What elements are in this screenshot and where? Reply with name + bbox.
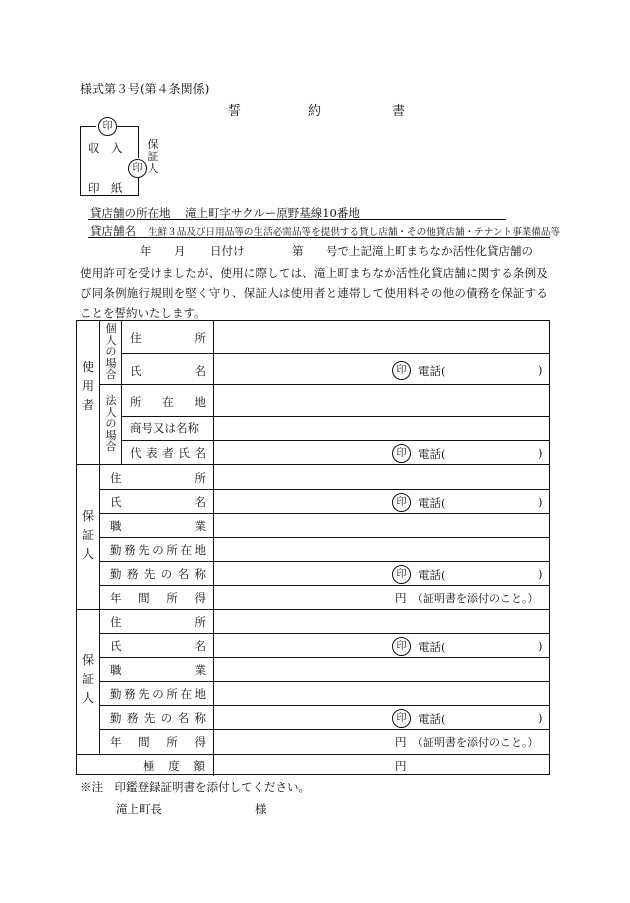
corp-representative-label: 代 表 者 氏 名 [130,446,206,460]
g2-workplace-name-label: 勤 務 先 の 名 称 [110,711,206,725]
grid-line [77,754,549,755]
g2-income-yen: 円 [395,735,407,749]
grid-line [99,561,549,562]
grid-line [77,609,549,610]
limit-amount-label: 極 度 額 [143,759,205,773]
g1-name-label: 氏 名 [110,495,206,509]
stamp-box-edge [138,126,139,158]
g1-workplace-name-label: 勤 務 先 の 名 称 [110,567,206,581]
g2-income-label: 年 間 所 得 [110,735,206,749]
title-char-1: 誓 [228,104,242,119]
g2-phone-close: ) [538,639,543,653]
grid-line [121,321,122,464]
user-phone-label: 電話( [418,364,446,378]
grid-line [121,416,549,417]
g1-workplace-phone-close: ) [538,567,543,581]
paragraph-line4: ことを誓約いたします。 [80,306,206,320]
grid-line [99,729,549,730]
grid-line [99,537,549,538]
g1-workplace-address-label: 勤 務 先 の 所 在 地 [110,543,206,557]
corporate-label: 法人の場合 [105,394,117,453]
form-number: 様式第３号(第４条関係) [80,82,210,96]
date-day: 日付け [210,244,245,258]
grid-line [121,440,549,441]
revenue-stamp-top-label: 収 入 [88,141,123,155]
g1-seal-icon: 印 [392,493,411,512]
g2-address-label: 住 所 [110,615,206,629]
stamp-box-edge [80,126,96,127]
corp-phone-label: 電話( [418,447,446,461]
title-char-2: 約 [308,104,322,119]
store-location-label: 貸店舗の所在地 [90,206,171,220]
seal-mark-icon: 印 [98,117,117,136]
grid-line [99,705,549,706]
paragraph-line3: び同条例施行規則を堅く守り、保証人は使用者と連帯して使用料その他の債務を保証する [80,286,548,300]
guarantor-label: 保証人 [147,138,159,175]
store-name-value: 生鮮３品及び日用品等の生活必需品等を提供する貸し店舗・その他貸店舗・テナント事業備品等 [148,227,561,238]
g2-workplace-phone-close: ) [538,711,543,725]
recipient-honorific: 様 [255,802,267,816]
corp-phone-close: ) [538,446,543,460]
user-phone-close: ) [538,363,543,377]
corp-seal-icon: 印 [392,444,411,463]
g1-income-yen: 円 [395,591,407,605]
grid-line [121,353,549,354]
g1-phone-label: 電話( [418,496,446,510]
footnote: ※注 印鑑登録証明書を添付してください。 [80,780,310,794]
grid-line [99,633,549,634]
underline [88,237,550,238]
corp-location-label: 所 在 地 [130,395,206,409]
g2-name-label: 氏 名 [110,639,206,653]
grid-line [77,464,549,465]
g2-workplace-seal-icon: 印 [392,709,411,728]
grid-line [99,489,549,490]
underline [88,219,506,220]
user-address-label: 住 所 [130,331,206,345]
g2-occupation-label: 職 業 [110,663,206,677]
limit-amount-yen: 円 [395,759,407,773]
corp-company-name-label: 商号又は名称 [130,421,199,435]
g1-income-label: 年 間 所 得 [110,591,206,605]
grid-line [99,384,549,385]
user-seal-icon: 印 [392,361,411,380]
user-group-label: 使用者 [81,360,94,412]
g2-income-note: （証明書を添付のこと。） [412,736,539,749]
g2-seal-icon: 印 [392,637,411,656]
stamp-box-edge [138,176,139,195]
permit-number: 第 [292,244,304,258]
store-name-label: 貸店舗名 [90,224,136,238]
guarantor-seal-icon: 印 [128,159,147,178]
date-month: 月 [174,244,186,258]
guarantor2-group-label: 保証人 [81,653,94,705]
store-location-value: 滝上町字サクルー原野基線10番地 [185,206,360,220]
g2-workplace-phone-label: 電話( [418,712,446,726]
revenue-stamp-bottom-label: 印 紙 [88,181,123,195]
guarantor1-group-label: 保証人 [81,509,94,561]
user-name-label: 氏 名 [130,364,206,378]
stamp-box-edge [117,126,138,127]
individual-label: 個人の場合 [105,322,117,381]
g2-workplace-address-label: 勤 務 先 の 所 在 地 [110,687,206,701]
g1-income-note: （証明書を添付のこと。） [412,592,539,605]
grid-line [99,657,549,658]
paragraph-line2: 使用許可を受けましたが、使用に際しては、滝上町まちなか活性化貸店舗に関する条例及 [80,266,548,280]
title-char-3: 書 [392,104,406,119]
g1-address-label: 住 所 [110,471,206,485]
date-year: 年 [140,244,152,258]
g2-phone-label: 電話( [418,640,446,654]
g1-workplace-seal-icon: 印 [392,565,411,584]
g1-occupation-label: 職 業 [110,519,206,533]
g1-workplace-phone-label: 電話( [418,568,446,582]
recipient-name: 滝上町長 [116,802,162,816]
grid-line [99,585,549,586]
grid-line [99,681,549,682]
grid-line [99,513,549,514]
grid-line [213,754,214,776]
paragraph-line1: 号で上記滝上町まちなか活性化貸店舗の [326,244,533,258]
g1-phone-close: ) [538,495,543,509]
